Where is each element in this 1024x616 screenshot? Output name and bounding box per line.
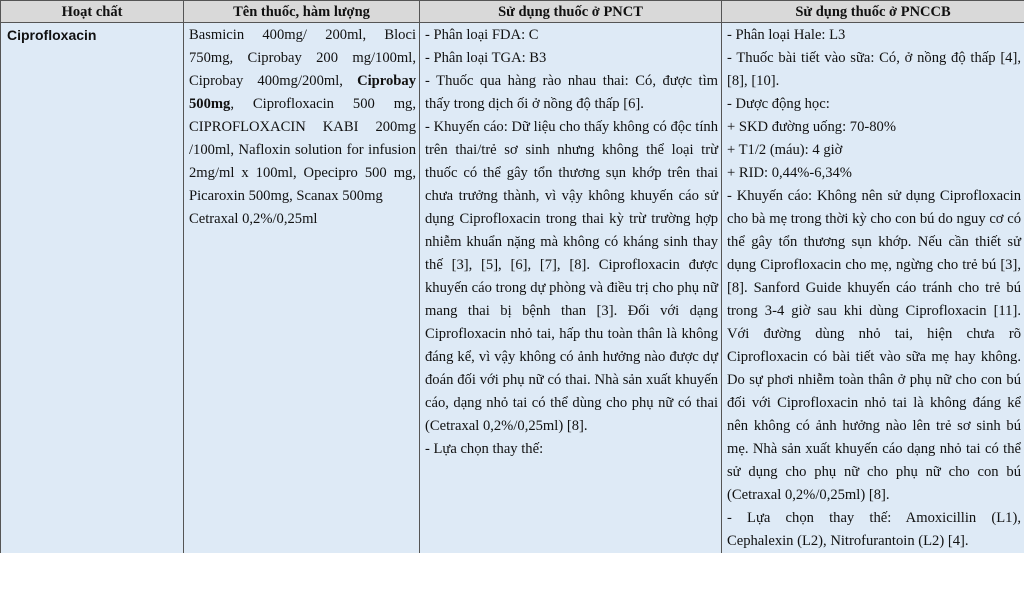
- brand-list: [189, 24, 416, 208]
- active-ingredient-name: Ciprofloxacin: [7, 27, 97, 43]
- cell-pregnancy-use: [420, 23, 722, 554]
- brand-bold-ciprobay-500: Ciprobay 500mg: [189, 73, 416, 112]
- lactation-alternatives: - Lựa chọn thay thế: Amoxicillin (L1), Cephalexin (L2), Nitrofurantoin (L2) [4].: [727, 510, 1021, 549]
- lactation-pharmacokinetics: - Dược động học:: [727, 96, 830, 112]
- brand-extra: Cetraxal 0,2%/0,25ml: [189, 211, 318, 227]
- lactation-hale-category: - Phân loại Hale: L3: [727, 27, 846, 43]
- lactation-milk-excretion: - Thuốc bài tiết vào sữa: Có, ở nồng độ thấp [4], [8], [10].: [727, 50, 1021, 89]
- lactation-half-life: + T1/2 (máu): 4 giờ: [727, 142, 843, 158]
- pregnancy-tga-category: - Phân loại TGA: B3: [425, 50, 547, 66]
- table-row: [1, 23, 1024, 554]
- pregnancy-placenta-transfer: - Thuốc qua hàng rào nhau thai: Có, được tìm thấy trong dịch ối ở nồng độ thấp [6].: [425, 73, 718, 112]
- brand-list-part2: , Ciprofloxacin 500 mg, CIPROFLOXACIN KABI 200mg /100ml, Nafloxin solution for infusion 2mg/ml x 100ml, Opecipro 500 mg, Picaroxin 500mg, Scanax 500mg: [189, 96, 416, 204]
- table-header-row: [1, 1, 1024, 23]
- pregnancy-fda-category: - Phân loại FDA: C: [425, 27, 539, 43]
- pregnancy-recommendation: - Khuyến cáo: Dữ liệu cho thấy không có độc tính trên thai/trẻ sơ sinh nhưng không thể loại trừ thuốc có thể gây tổn thương sụn khớp trên thai chưa trưởng thành, vì vậy không khuyến cáo sử dụng Ciprofloxacin trong thai kỳ trừ trường hợp nhiễm khuẩn nặng mà không có kháng sinh thay thế [3], [5], [6], [7], [8]. Ciprofloxacin được khuyến cáo trong dự phòng và điều trị cho phụ nữ mang thai bị bệnh than [3]. Đối với dạng Ciprofloxacin nhỏ tai, hấp thu toàn thân là không đáng kể, vì vậy không có ảnh hưởng nào được dự đoán đối với phụ nữ có thai. Nhà sản xuất khuyến cáo, dạng nhỏ tai có thể dùng cho phụ nữ có thai (Cetraxal 0,2%/0,25ml) [8].: [425, 119, 718, 434]
- pregnancy-alternatives: - Lựa chọn thay thế:: [425, 441, 544, 457]
- lactation-rid: + RID: 0,44%-6,34%: [727, 165, 852, 181]
- header-brand-strength: Tên thuốc, hàm lượng: [184, 1, 420, 23]
- lactation-oral-bioavailability: + SKD đường uống: 70-80%: [727, 119, 896, 135]
- lactation-recommendation: - Khuyến cáo: Không nên sử dụng Ciprofloxacin cho bà mẹ trong thời kỳ cho con bú do nguy cơ có thể gây tổn thương sụn khớp. Nếu cần thiết sử dụng Ciprofloxacin cho mẹ, ngừng cho trẻ bú [3], [8]. Sanford Guide khuyến cáo tránh cho trẻ bú trong 3-4 giờ sau khi dùng Ciprofloxacin [11]. Với đường dùng nhỏ tai, hiện chưa rõ Ciprofloxacin có bài tiết vào sữa mẹ hay không. Do sự phơi nhiễm toàn thân ở phụ nữ cho con bú đối với Ciprofloxacin nhỏ tai là không đáng kể nên không có ảnh hưởng nào lên trẻ sơ sinh bú mẹ. Nhà sản xuất khuyến cáo dạng nhỏ tai có thể sử dụng cho phụ nữ cho phụ nữ cho con bú (Cetraxal 0,2%/0,25ml) [8].: [727, 188, 1021, 503]
- cell-brand-strength: [184, 23, 420, 554]
- cell-lactation-use: [722, 23, 1024, 554]
- header-lactation-use: Sử dụng thuốc ở PNCCB: [722, 1, 1024, 23]
- brand-list-part1: Basmicin 400mg/ 200ml, Bloci 750mg, Ciprobay 200 mg/100ml, Ciprobay 400mg/200ml,: [189, 27, 416, 89]
- cell-active-ingredient: [1, 23, 184, 554]
- header-active-ingredient: Hoạt chất: [1, 1, 184, 23]
- header-pregnancy-use: Sử dụng thuốc ở PNCT: [420, 1, 722, 23]
